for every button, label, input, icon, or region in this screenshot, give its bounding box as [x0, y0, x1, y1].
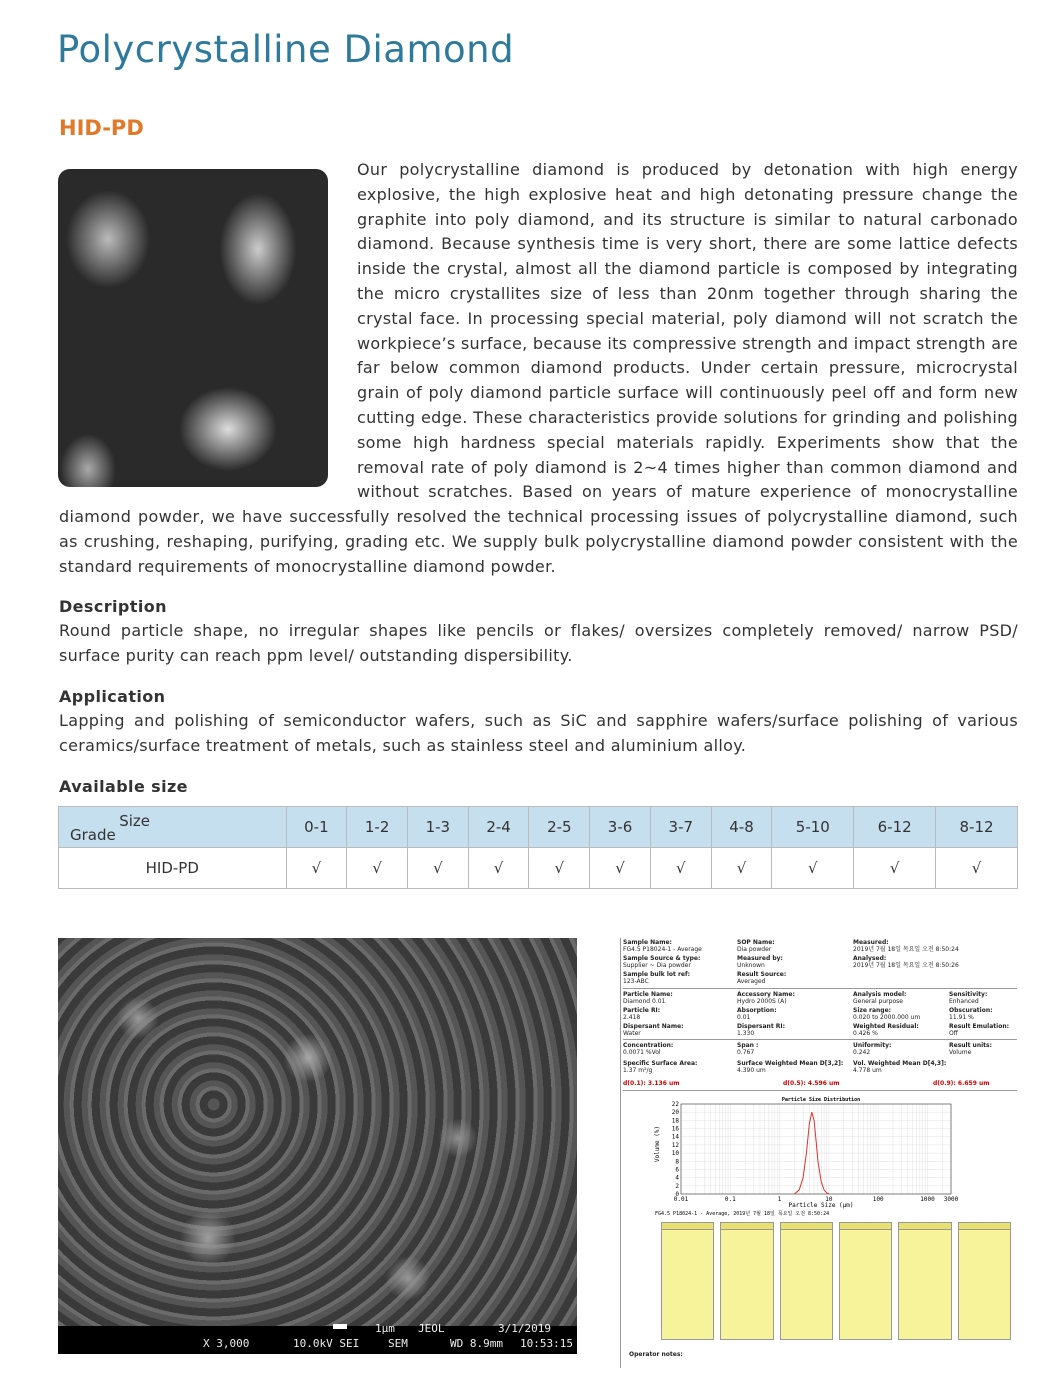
field-value: 4.778 um [853, 1067, 882, 1074]
field-value: Volume [949, 1049, 972, 1056]
field-label: Surface Weighted Mean D[3,2]: [737, 1060, 844, 1067]
field-label: Span : [737, 1042, 759, 1049]
y-tick-label: 6 [675, 1166, 679, 1174]
availability-check: √ [772, 848, 854, 889]
y-tick-label: 0 [675, 1191, 679, 1198]
d09-value: d(0.9): 6.659 um [933, 1080, 990, 1087]
d01-value: d(0.1): 3.136 um [623, 1080, 680, 1087]
y-tick-label: 22 [671, 1101, 679, 1108]
y-tick-label: 2 [675, 1182, 679, 1190]
description-text: Round particle shape, no irregular shapes like pencils or flakes/ oversizes completely removed/ narrow PSD/ surface purity can reach ppm level/ outstanding dispersibility. [59, 621, 1018, 665]
availability-check: √ [936, 848, 1018, 889]
operator-notes: Operator notes: [629, 1351, 683, 1358]
field-value: 0.242 [853, 1049, 871, 1056]
page-title: Polycrystalline Diamond [57, 28, 515, 71]
size-col-5-10: 5-10 [772, 807, 854, 848]
availability-check: √ [590, 848, 651, 889]
intro-paragraph [59, 158, 1018, 580]
field-value: Off [949, 1030, 958, 1037]
size-col-0-1: 0-1 [286, 807, 347, 848]
field-label: Result Source: [737, 971, 787, 978]
y-tick-label: 20 [671, 1109, 679, 1117]
field-value: 0.767 [737, 1049, 755, 1056]
field-value: Diamond 0.01 [623, 998, 666, 1005]
field-label: Accessory Name: [737, 991, 795, 998]
field-value: 11.91 % [949, 1014, 974, 1021]
corner-size-label: Size [119, 812, 150, 830]
x-tick-label: 100 [872, 1196, 884, 1203]
field-label: Size range: [853, 1007, 892, 1014]
size-col-2-4: 2-4 [468, 807, 529, 848]
field-value: 0.0071 %Vol [623, 1049, 661, 1056]
chart-legend: FG4.5 P18024-1 - Average, 2019년 7월 18일 목요일 오전 8:50:24 [655, 1211, 830, 1217]
field-value: 0.01 [737, 1014, 751, 1021]
field-label: Absorption: [737, 1007, 777, 1014]
field-value: 2.418 [623, 1014, 641, 1021]
sem-mag: X 3,000 [203, 1337, 250, 1350]
size-col-4-8: 4-8 [711, 807, 772, 848]
sem-info-bar [58, 1322, 577, 1354]
data-table [958, 1222, 1011, 1340]
availability-check: √ [286, 848, 347, 889]
chart-ylabel: Volume (%) [654, 1125, 661, 1163]
field-label: Analysed: [853, 955, 887, 962]
field-value: Unknown [737, 962, 765, 969]
field-value: General purpose [853, 998, 903, 1005]
x-tick-label: 10 [825, 1196, 833, 1203]
field-label: Measured: [853, 939, 889, 946]
psd-report [620, 938, 1019, 1368]
size-col-8-12: 8-12 [936, 807, 1018, 848]
field-value: Hydro 2000S (A) [737, 998, 787, 1005]
sem-mode: SEM [388, 1337, 408, 1350]
field-label: Dispersant RI: [737, 1023, 786, 1030]
product-code: HID-PD [59, 116, 144, 140]
y-tick-label: 16 [671, 1125, 679, 1133]
data-table [661, 1222, 714, 1340]
field-value: Enhanced [949, 998, 979, 1005]
x-tick-label: 1000 [920, 1196, 935, 1203]
field-label: Sensitivity: [949, 991, 988, 998]
size-table [58, 806, 1018, 889]
plot-frame [681, 1104, 951, 1194]
field-label: Obscuration: [949, 1007, 993, 1014]
data-table [720, 1222, 773, 1340]
field-value: 0.020 to 2000.000 um [853, 1014, 921, 1021]
available-size-heading: Available size [59, 777, 188, 796]
field-value: 2019년 7월 18일 목요일 오전 8:50:26 [853, 962, 959, 969]
field-label: Measured by: [737, 955, 783, 962]
field-label: Weighted Residual: [853, 1023, 919, 1030]
data-table [898, 1222, 951, 1340]
field-label: Dispersant Name: [623, 1023, 684, 1030]
x-tick-label: 1 [777, 1196, 782, 1203]
size-col-6-12: 6-12 [854, 807, 936, 848]
field-value: Supplier ~ Dia powder [623, 962, 691, 969]
x-tick-label: 3000 [943, 1196, 959, 1203]
field-label: Result units: [949, 1042, 992, 1049]
field-label: Uniformity: [853, 1042, 892, 1049]
field-value: Averaged [737, 978, 766, 985]
sem-date: 3/1/2019 [498, 1322, 551, 1335]
sem-image-bottom [58, 938, 577, 1354]
y-tick-label: 14 [671, 1133, 679, 1141]
y-tick-label: 4 [675, 1174, 679, 1182]
availability-check: √ [711, 848, 772, 889]
field-label: Sample Source & type: [623, 955, 701, 962]
y-tick-label: 10 [671, 1150, 679, 1158]
size-col-2-5: 2-5 [529, 807, 590, 848]
field-label: Sample bulk lot ref: [623, 971, 691, 978]
availability-check: √ [854, 848, 936, 889]
sem-wd: WD 8.9mm [450, 1337, 503, 1350]
field-label: Result Emulation: [949, 1023, 1009, 1030]
data-table [780, 1222, 833, 1340]
y-tick-label: 12 [671, 1141, 679, 1149]
field-value: 123-ABC [623, 978, 649, 985]
field-label: SOP Name: [737, 939, 775, 946]
availability-check: √ [468, 848, 529, 889]
sem-kv: 10.0kV SEI [293, 1337, 360, 1350]
y-tick-label: 8 [675, 1158, 679, 1166]
field-value: Dia powder [737, 946, 772, 953]
availability-check: √ [347, 848, 408, 889]
sem-scale: 1μm [375, 1322, 395, 1335]
scale-bar [333, 1324, 347, 1329]
table-corner [59, 807, 287, 848]
field-label: Vol. Weighted Mean D[4,3]: [853, 1060, 947, 1067]
grade-cell: HID-PD [59, 848, 287, 889]
field-value: 1.37 m²/g [623, 1067, 653, 1074]
field-value: FG4.5 P18024-1 - Average [623, 946, 702, 953]
field-label: Particle RI: [623, 1007, 661, 1014]
corner-grade-label: Grade [70, 826, 116, 844]
size-col-1-2: 1-2 [347, 807, 408, 848]
field-value: 0.426 % [853, 1030, 878, 1037]
field-label: Specific Surface Area: [623, 1060, 698, 1067]
sem-time: 10:53:15 [520, 1337, 573, 1350]
availability-check: √ [529, 848, 590, 889]
application-text: Lapping and polishing of semiconductor wafers, such as SiC and sapphire wafers/surface polishing of various ceramics/surface treatment of metals, such as stainless steel and aluminium alloy. [59, 711, 1018, 755]
field-label: Concentration: [623, 1042, 674, 1049]
size-col-3-6: 3-6 [590, 807, 651, 848]
size-col-1-3: 1-3 [407, 807, 468, 848]
psd-chart [651, 1094, 991, 1219]
field-label: Particle Name: [623, 991, 673, 998]
size-col-3-7: 3-7 [650, 807, 711, 848]
d05-value: d(0.5): 4.596 um [783, 1080, 840, 1087]
field-value: Water [623, 1030, 641, 1037]
application-heading: Application [59, 687, 166, 706]
field-value: 2019년 7월 18일 목요일 오전 8:50:24 [853, 946, 959, 953]
chart-title: Particle Size Distribution [781, 1097, 861, 1103]
x-tick-label: 0.01 [673, 1196, 689, 1203]
field-label: Sample Name: [623, 939, 672, 946]
intro-text: Our polycrystalline diamond is produced by detonation with high energy explosive, the high explosive heat and high detonating pressure change the graphite into poly diamond, and its structure is similar to natural carbonado diamond. Because synthesis time is very short, there are some lattice defects inside the crystal, almost all the diamond particle is composed by integrating the micro crystallites size of less than 20nm together through sharing the crystal face. In processing special material, poly diamond will not scratch the workpiece’s surface, because its compressive strength and impact strength are far below common diamond products. Under certain pressure, microcrystal grain of poly diamond particle surface will continuously peel off and form new cutting edge. These characteristics provide solutions for grinding and polishing some high hardness special materials rapidly. Experiments show that the removal rate of poly diamond is 2~4 times higher than common diamond and without scratches. Based on years of mature experience of monocrystalline diamond powder, we have successfully resolved the technical processing issues of polycrystalline diamond, such as crushing, reshaping, purifying, grading etc. We supply bulk polycrystalline diamond powder consistent with the standard requirements of monocrystalline diamond powder. [59, 160, 1018, 576]
psd-data-tables [661, 1222, 1011, 1340]
field-label: Analysis model: [853, 991, 907, 998]
sem-maker: JEOL [418, 1322, 445, 1335]
field-value: 1.330 [737, 1030, 755, 1037]
x-tick-label: 0.1 [724, 1196, 736, 1203]
description-heading: Description [59, 597, 167, 616]
data-table [839, 1222, 892, 1340]
availability-check: √ [650, 848, 711, 889]
y-tick-label: 18 [671, 1117, 679, 1125]
availability-check: √ [407, 848, 468, 889]
chart-xlabel: Particle Size (μm) [788, 1202, 854, 1209]
field-value: 4.390 um [737, 1067, 766, 1074]
